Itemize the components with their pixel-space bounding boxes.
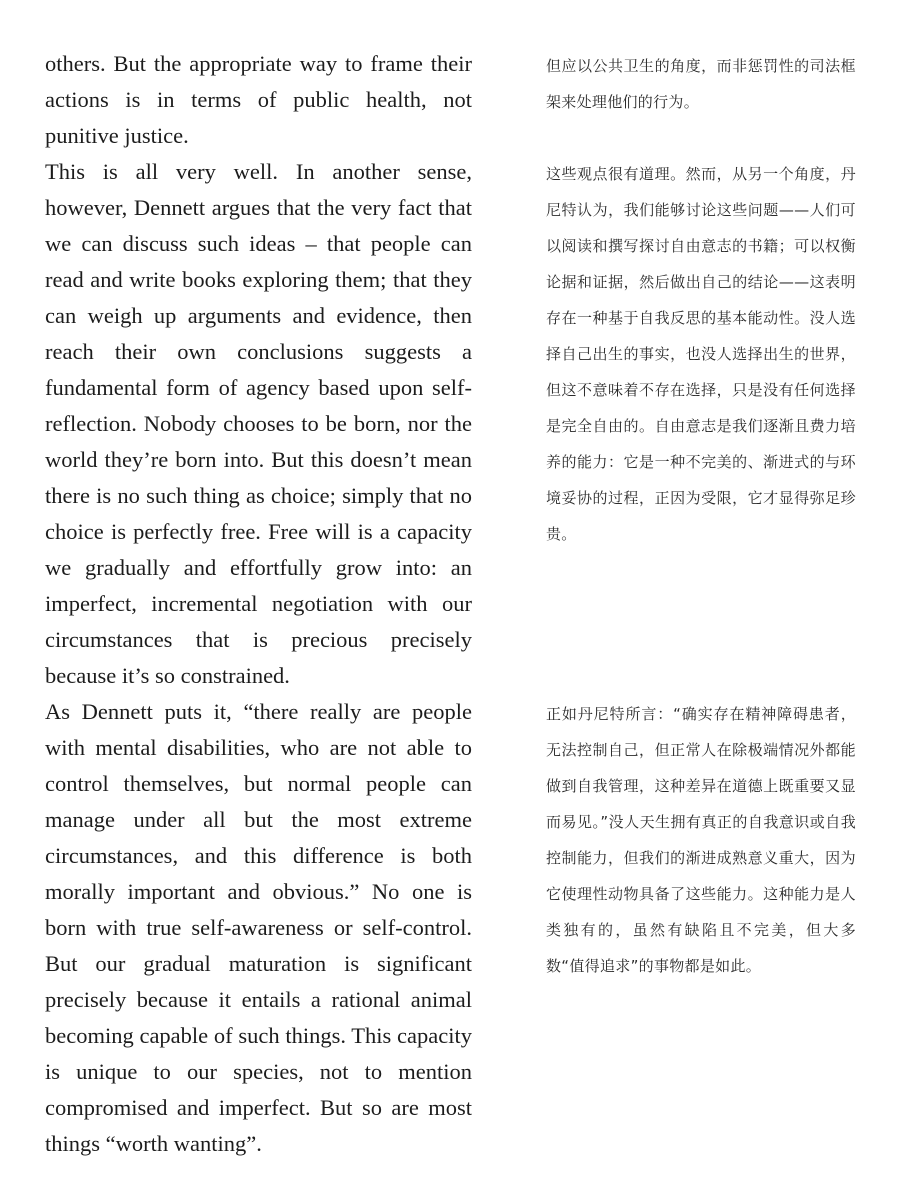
chinese-paragraph-1: 但应以公共卫生的角度，而非惩罚性的司法框架来处理他们的行为。 (546, 57, 856, 111)
chinese-paragraph-2: 这些观点很有道理。然而，从另一个角度，丹尼特认为，我们能够讨论这些问题——人们可以阅读和撰写探讨自由意志的书籍；可以权衡论据和证据，然后做出自己的结论——这表明存在一种基于自我反思的基本能动性。没人选择自己出生的事实，也没人选择出生的世界，但这不意味着不存在选择，只是没有任何选择是完全自由的。自由意志是我们逐渐且费力培养的能力：它是一种不完美的、渐进式的与环境妥协的过程，正因为受限，它才显得弥足珍贵。 (546, 165, 856, 543)
english-paragraph-1: others. But the appropriate way to frame their actions is in terms of public health, not punitive justice. (45, 51, 472, 148)
english-paragraph-3: As Dennett puts it, “there really are people with mental disabilities, who are not able to control themselves, but normal people can manage under all but the most extreme circumstances, and this difference is both morally important and obvious.” No one is born with true self-awareness or self-control. But our gradual maturation is significant precisely because it entails a rational animal becoming capable of such things. This capacity is unique to our species, not to mention compromised and imperfect. But so are most things “worth wanting”. (45, 699, 472, 1156)
english-paragraph-2: This is all very well. In another sense, however, Dennett argues that the very fact that we can discuss such ideas – that people can read and write books exploring them; that they can weigh up arguments and evidence, then reach their own conclusions suggests a fundamental form of agency based upon self-reflection. Nobody chooses to be born, nor the world they’re born into. But this doesn’t mean there is no such thing as choice; simply that no choice is perfectly free. Free will is a capacity we gradually and effortfully grow into: an imperfect, incremental negotiation with our circumstances that is precious precisely because it’s so constrained. (45, 159, 472, 688)
chinese-paragraph-3: 正如丹尼特所言：“确实存在精神障碍患者，无法控制自己，但正常人在除极端情况外都能做到自我管理，这种差异在道德上既重要又显而易见。”没人天生拥有真正的自我意识或自我控制能力，但我们的渐进成熟意义重大，因为它使理性动物具备了这些能力。这种能力是人类独有的，虽然有缺陷且不完美，但大多数“值得追求”的事物都是如此。 (546, 705, 856, 975)
